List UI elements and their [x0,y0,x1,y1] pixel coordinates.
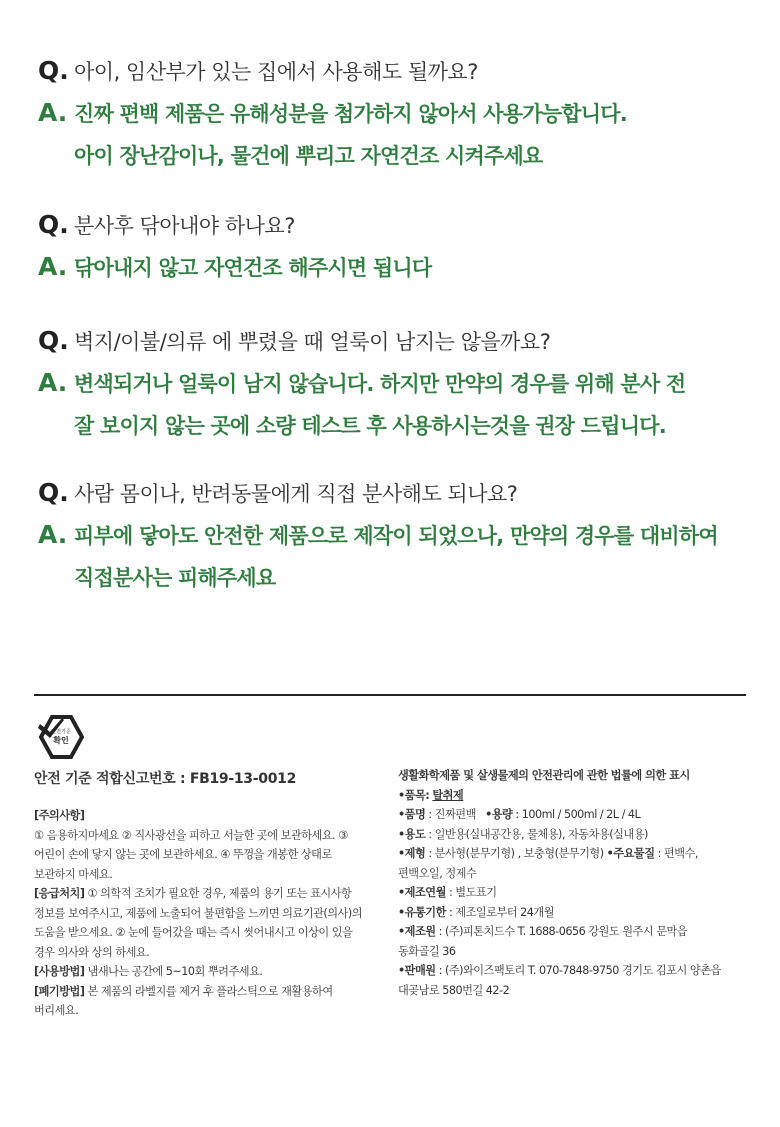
emergency-heading: [응급처치] [34,887,85,900]
emergency-line: 도움을 받으세요. ② 눈에 들어갔을 때는 즉시 씻어내시고 이상이 있을 [34,926,353,939]
label-value: : 제조일로부터 24개월 [445,905,555,919]
label-key: •품목: [398,788,430,802]
answer-text: 변색되거나 얼룩이 남지 않습니다. 하지만 만약의 경우를 위해 분사 전 [74,372,686,396]
caution-heading: [주의사항] [34,809,85,822]
question-row [38,56,758,86]
answer-text: 아이 장난감이나, 물건에 뿌리고 자연건조 시켜주세요 [74,144,543,168]
q-mark: Q. [38,56,69,85]
question-text: 분사후 닦아내야 하나요? [74,214,295,238]
question-row [38,326,758,356]
emergency-line: 정보를 보여주시고, 제품에 노출되어 불편함을 느끼면 의료기관(의사)의 [34,906,363,920]
answer-block [38,368,758,440]
section-divider [34,694,746,696]
safety-cert-icon [38,714,84,760]
disposal-text: 본 제품의 라벨지를 제거 후 플라스틱으로 재활용하여 [84,984,333,998]
a-mark: A. [38,368,68,397]
question-text: 사람 몸이나, 반려동물에게 직접 분사해도 되나요? [74,482,518,506]
a-mark: A. [38,252,68,281]
precautions-block [34,806,384,1021]
answer-block [38,252,758,282]
label-value: : 진짜편백 [425,808,476,821]
emergency-line: 경우 의사와 상의 하세요. [34,945,150,959]
label-value: : (주)와이즈팩토리 T. 070-7848-9750 경기도 김포시 양촌읍 [435,964,721,977]
registration-number: 안전 기준 적합신고번호 : FB19-13-0012 [34,771,297,787]
question-row [38,210,758,240]
label-value: : 별도표기 [445,886,497,899]
faq-item [38,326,758,440]
label-key: •제형 [398,847,426,860]
label-value: : (주)피톤치드수 T. 1688-0656 강원도 원주시 문막읍 [435,925,688,938]
usage-heading: [사용방법] [34,965,85,978]
q-mark: Q. [38,478,69,507]
a-mark: A. [38,520,68,549]
label-value: : 분사형(분무기형) , 보충형(분무기형) [425,847,607,860]
cert-badge-big-text: 확인 [53,736,69,745]
cert-badge-small-text: 안전기준 [51,729,71,735]
caution-line: 어린이 손에 닿지 않는 곳에 보관하세요. ④ 뚜껑을 개봉한 상태로 [34,848,332,861]
answer-text: 잘 보이지 않는 곳에 소량 테스트 후 사용하시는것을 권장 드립니다. [74,414,666,438]
caution-line: 보관하지 마세요. [34,867,113,881]
emergency-line: ① 의학적 조치가 필요한 경우, 제품의 용기 또는 표시사항 [84,887,352,900]
a-mark: A. [38,98,68,127]
label-value: 동화골길 36 [398,944,456,958]
answer-text: 피부에 닿아도 안전한 제품으로 제작이 되었으나, 만약의 경우를 대비하여 [74,524,718,548]
label-key: •용도 [398,827,426,841]
question-row [38,478,758,508]
answer-block [38,98,758,170]
faq-item [38,478,758,592]
label-value: : 편백수, [654,847,698,860]
label-key: •제조연월 [398,886,446,899]
label-value: 탈취제 [432,788,464,802]
usage-text: 냄새나는 공간에 5~10회 뿌려주세요. [84,965,263,978]
question-text: 아이, 임산부가 있는 집에서 사용해도 될까요? [74,60,478,84]
q-mark: Q. [38,210,69,239]
label-key: •유통기한 [398,905,446,919]
label-key: •주요물질 [606,847,655,860]
answer-text: 직접분사는 피해주세요 [74,566,276,590]
label-title: 생활화학제품 및 살생물제의 안전관리에 관한 법률에 의한 표시 [398,769,690,782]
legal-label-block [398,766,768,1000]
question-text: 벽지/이불/의류 에 뿌렸을 때 얼룩이 남지는 않을까요? [74,330,551,354]
caution-line: ① 음용하지마세요 ② 직사광선을 피하고 서늘한 곳에 보관하세요. ③ [34,828,348,842]
label-key: •용량 [485,808,513,821]
answer-text: 닦아내지 않고 자연건조 해주시면 됩니다 [74,256,432,280]
label-value: : 100ml / 500ml / 2L / 4L [512,808,641,821]
label-value: 대곶남로 580번길 42-2 [398,983,510,997]
answer-text: 진짜 편백 제품은 유해성분을 첨가하지 않아서 사용가능합니다. [74,102,627,126]
label-key: •품명 [398,808,426,821]
label-key: •제조원 [398,925,436,938]
answer-block [38,520,758,592]
faq-item [38,56,758,170]
faq-item [38,210,758,282]
disposal-heading: [폐기방법] [34,984,85,998]
q-mark: Q. [38,326,69,355]
label-value: : 일반용(실내공간용, 물체용), 자동차용(실내용) [425,827,648,841]
disposal-text: 버리세요. [34,1004,79,1017]
label-key: •판매원 [398,964,436,977]
label-value: 편백오일, 정제수 [398,866,477,880]
